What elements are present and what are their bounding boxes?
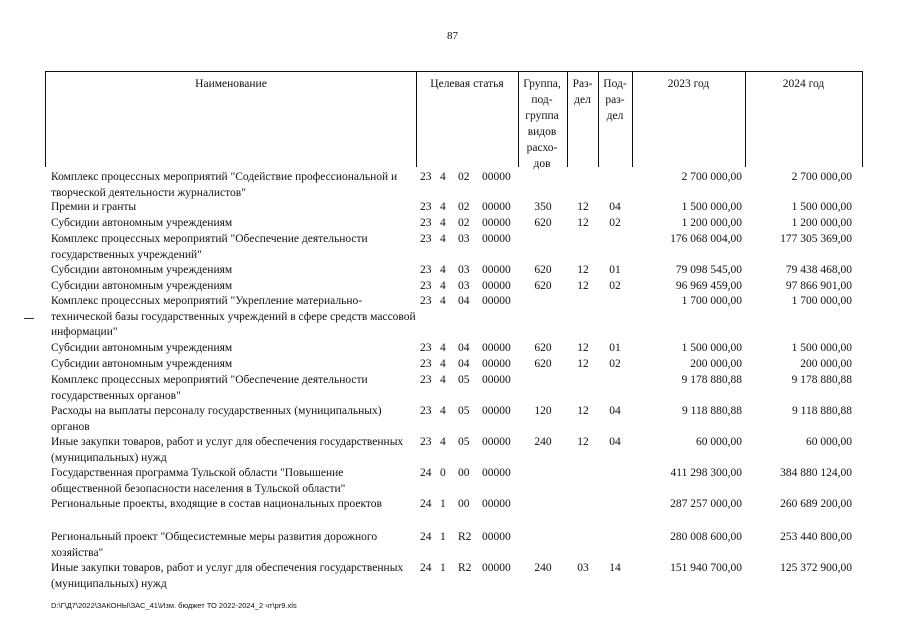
cell-grp: 620 (534, 217, 552, 229)
cell-name: Субсидии автономным учреждениям (51, 217, 233, 229)
cell-k1: 23 (420, 171, 432, 183)
cell-k3: 05 (458, 374, 470, 386)
cell-y23: 151 940 700,00 (670, 562, 742, 574)
cell-k3: 03 (458, 233, 470, 245)
cell-k3: 00 (458, 498, 470, 510)
page-number: 87 (447, 30, 458, 42)
cell-name: Комплекс процессных мероприятий "Укрепление материально-технической базы государственных учреждений в сфере средств массовой информации" (51, 295, 416, 338)
cell-name: Комплекс процессных мероприятий "Обеспечение деятельности государственных органов" (51, 374, 368, 402)
cell-grp: 620 (534, 280, 552, 292)
header-group: Группа, под- группа видов расхо- дов (523, 78, 561, 170)
header-2023: 2023 год (667, 78, 710, 90)
cell-y24: 200 000,00 (800, 358, 852, 370)
cell-k4: 00000 (482, 405, 511, 417)
header-podrazdel: Под- раз- дел (603, 78, 627, 122)
cell-grp: 620 (534, 264, 552, 276)
cell-rz: 12 (577, 342, 589, 354)
cell-y24: 177 305 369,00 (780, 233, 852, 245)
cell-k3: 04 (458, 295, 470, 307)
margin-mark (24, 318, 34, 319)
cell-k1: 23 (420, 264, 432, 276)
cell-name: Субсидии автономным учреждениям (51, 358, 233, 370)
cell-k4: 00000 (482, 217, 511, 229)
cell-grp: 240 (534, 562, 552, 574)
cell-y23: 9 118 880,88 (682, 405, 742, 417)
cell-name: Региональные проекты, входящие в состав национальных проектов (51, 498, 382, 510)
cell-k2: 4 (440, 264, 446, 276)
cell-k3: R2 (458, 531, 472, 543)
cell-k4: 00000 (482, 374, 511, 386)
cell-y24: 1 200 000,00 (791, 217, 852, 229)
cell-k2: 1 (440, 531, 446, 543)
cell-k4: 00000 (482, 436, 511, 448)
cell-k1: 23 (420, 436, 432, 448)
file-path-footer: D:\Г\Д7\2022\ЗАКОНЫ\ЗАС_41\Изм. бюджет ТО 2022-2024_2 чт\pr9.xls (51, 601, 297, 610)
header-razdel: Раз- дел (572, 78, 593, 106)
cell-k4: 00000 (482, 171, 511, 183)
cell-y24: 60 000,00 (806, 436, 852, 448)
cell-k3: 04 (458, 358, 470, 370)
cell-k2: 4 (440, 280, 446, 292)
cell-k4: 00000 (482, 201, 511, 213)
cell-k2: 1 (440, 498, 446, 510)
cell-y23: 79 098 545,00 (675, 264, 742, 276)
cell-k4: 00000 (482, 233, 511, 245)
cell-rz: 12 (577, 264, 589, 276)
header-target: Целевая статья (430, 78, 504, 90)
cell-k1: 23 (420, 374, 432, 386)
cell-k1: 23 (420, 295, 432, 307)
cell-k1: 24 (420, 467, 432, 479)
cell-k3: 05 (458, 436, 470, 448)
cell-pr: 01 (609, 342, 621, 354)
cell-y23: 411 298 300,00 (670, 467, 742, 479)
cell-k2: 4 (440, 171, 446, 183)
cell-y24: 1 500 000,00 (791, 201, 852, 213)
cell-rz: 12 (577, 436, 589, 448)
cell-k1: 23 (420, 217, 432, 229)
cell-k1: 23 (420, 342, 432, 354)
cell-k2: 4 (440, 233, 446, 245)
cell-k2: 4 (440, 342, 446, 354)
cell-k1: 24 (420, 531, 432, 543)
cell-k4: 00000 (482, 342, 511, 354)
cell-k4: 00000 (482, 358, 511, 370)
cell-y24: 9 118 880,88 (792, 405, 852, 417)
cell-y24: 9 178 880,88 (791, 374, 852, 386)
cell-k2: 0 (440, 467, 446, 479)
cell-rz: 12 (577, 280, 589, 292)
cell-y24: 2 700 000,00 (791, 171, 852, 183)
cell-k4: 00000 (482, 562, 511, 574)
cell-k4: 00000 (482, 467, 511, 479)
cell-k3: R2 (458, 562, 472, 574)
cell-k2: 4 (440, 436, 446, 448)
cell-name: Иные закупки товаров, работ и услуг для обеспечения государственных (муниципальных) нужд (51, 562, 404, 590)
cell-y24: 253 440 800,00 (780, 531, 852, 543)
cell-y24: 384 880 124,00 (780, 467, 852, 479)
cell-k2: 1 (440, 562, 446, 574)
cell-grp: 120 (534, 405, 552, 417)
cell-k2: 4 (440, 295, 446, 307)
cell-grp: 620 (534, 342, 552, 354)
cell-k1: 24 (420, 562, 432, 574)
cell-name: Государственная программа Тульской области "Повышение общественной безопасности населения в Тульской области" (51, 467, 346, 495)
cell-name: Комплекс процессных мероприятий "Содействие профессиональной и творческой деятельности журналистов" (51, 171, 398, 199)
cell-k3: 02 (458, 201, 470, 213)
cell-pr: 02 (609, 358, 621, 370)
cell-k3: 03 (458, 264, 470, 276)
cell-y23: 1 500 000,00 (681, 201, 742, 213)
header-2024: 2024 год (782, 78, 825, 90)
cell-k3: 05 (458, 405, 470, 417)
cell-name: Субсидии автономным учреждениям (51, 342, 233, 354)
cell-y24: 1 700 000,00 (791, 295, 852, 307)
cell-k3: 04 (458, 342, 470, 354)
cell-grp: 350 (534, 201, 552, 213)
cell-k4: 00000 (482, 498, 511, 510)
cell-y24: 260 689 200,00 (780, 498, 852, 510)
cell-y23: 200 000,00 (690, 358, 742, 370)
cell-k3: 00 (458, 467, 470, 479)
cell-k3: 02 (458, 217, 470, 229)
cell-pr: 02 (609, 280, 621, 292)
cell-name: Расходы на выплаты персоналу государственных (муниципальных) органов (51, 405, 382, 433)
cell-grp: 240 (534, 436, 552, 448)
cell-k4: 00000 (482, 264, 511, 276)
cell-pr: 04 (609, 436, 621, 448)
cell-rz: 12 (577, 405, 589, 417)
cell-y23: 176 068 004,00 (670, 233, 742, 245)
cell-k3: 03 (458, 280, 470, 292)
cell-k1: 23 (420, 280, 432, 292)
cell-name: Премии и гранты (51, 201, 137, 213)
cell-k3: 02 (458, 171, 470, 183)
cell-k1: 24 (420, 498, 432, 510)
cell-name: Субсидии автономным учреждениям (51, 280, 233, 292)
cell-k1: 23 (420, 358, 432, 370)
cell-y23: 96 969 459,00 (675, 280, 742, 292)
cell-k2: 4 (440, 217, 446, 229)
cell-y23: 1 500 000,00 (681, 342, 742, 354)
cell-name: Региональный проект "Общесистемные меры развития дорожного хозяйства" (51, 531, 378, 559)
cell-pr: 02 (609, 217, 621, 229)
cell-y23: 9 178 880,88 (681, 374, 742, 386)
cell-pr: 04 (609, 405, 621, 417)
cell-rz: 03 (577, 562, 589, 574)
cell-pr: 04 (609, 201, 621, 213)
cell-k1: 23 (420, 201, 432, 213)
cell-k4: 00000 (482, 295, 511, 307)
cell-k4: 00000 (482, 280, 511, 292)
cell-rz: 12 (577, 217, 589, 229)
header-name: Наименование (195, 78, 267, 90)
cell-y23: 60 000,00 (696, 436, 742, 448)
cell-y23: 280 008 600,00 (670, 531, 742, 543)
cell-k2: 4 (440, 201, 446, 213)
cell-y23: 287 257 000,00 (670, 498, 742, 510)
cell-y24: 97 866 901,00 (785, 280, 852, 292)
cell-name: Комплекс процессных мероприятий "Обеспечение деятельности государственных учреждений" (51, 233, 368, 261)
cell-name: Субсидии автономным учреждениям (51, 264, 233, 276)
cell-rz: 12 (577, 201, 589, 213)
cell-y23: 1 200 000,00 (681, 217, 742, 229)
cell-y24: 125 372 900,00 (780, 562, 852, 574)
cell-k2: 4 (440, 405, 446, 417)
cell-pr: 01 (609, 264, 621, 276)
cell-name: Иные закупки товаров, работ и услуг для обеспечения государственных (муниципальных) нужд (51, 436, 404, 464)
cell-k2: 4 (440, 358, 446, 370)
cell-y24: 79 438 468,00 (785, 264, 852, 276)
cell-grp: 620 (534, 358, 552, 370)
cell-y23: 2 700 000,00 (681, 171, 742, 183)
cell-rz: 12 (577, 358, 589, 370)
cell-k2: 4 (440, 374, 446, 386)
cell-k1: 23 (420, 405, 432, 417)
cell-y24: 1 500 000,00 (791, 342, 852, 354)
cell-k1: 23 (420, 233, 432, 245)
cell-k4: 00000 (482, 531, 511, 543)
cell-y23: 1 700 000,00 (681, 295, 742, 307)
cell-pr: 14 (609, 562, 621, 574)
